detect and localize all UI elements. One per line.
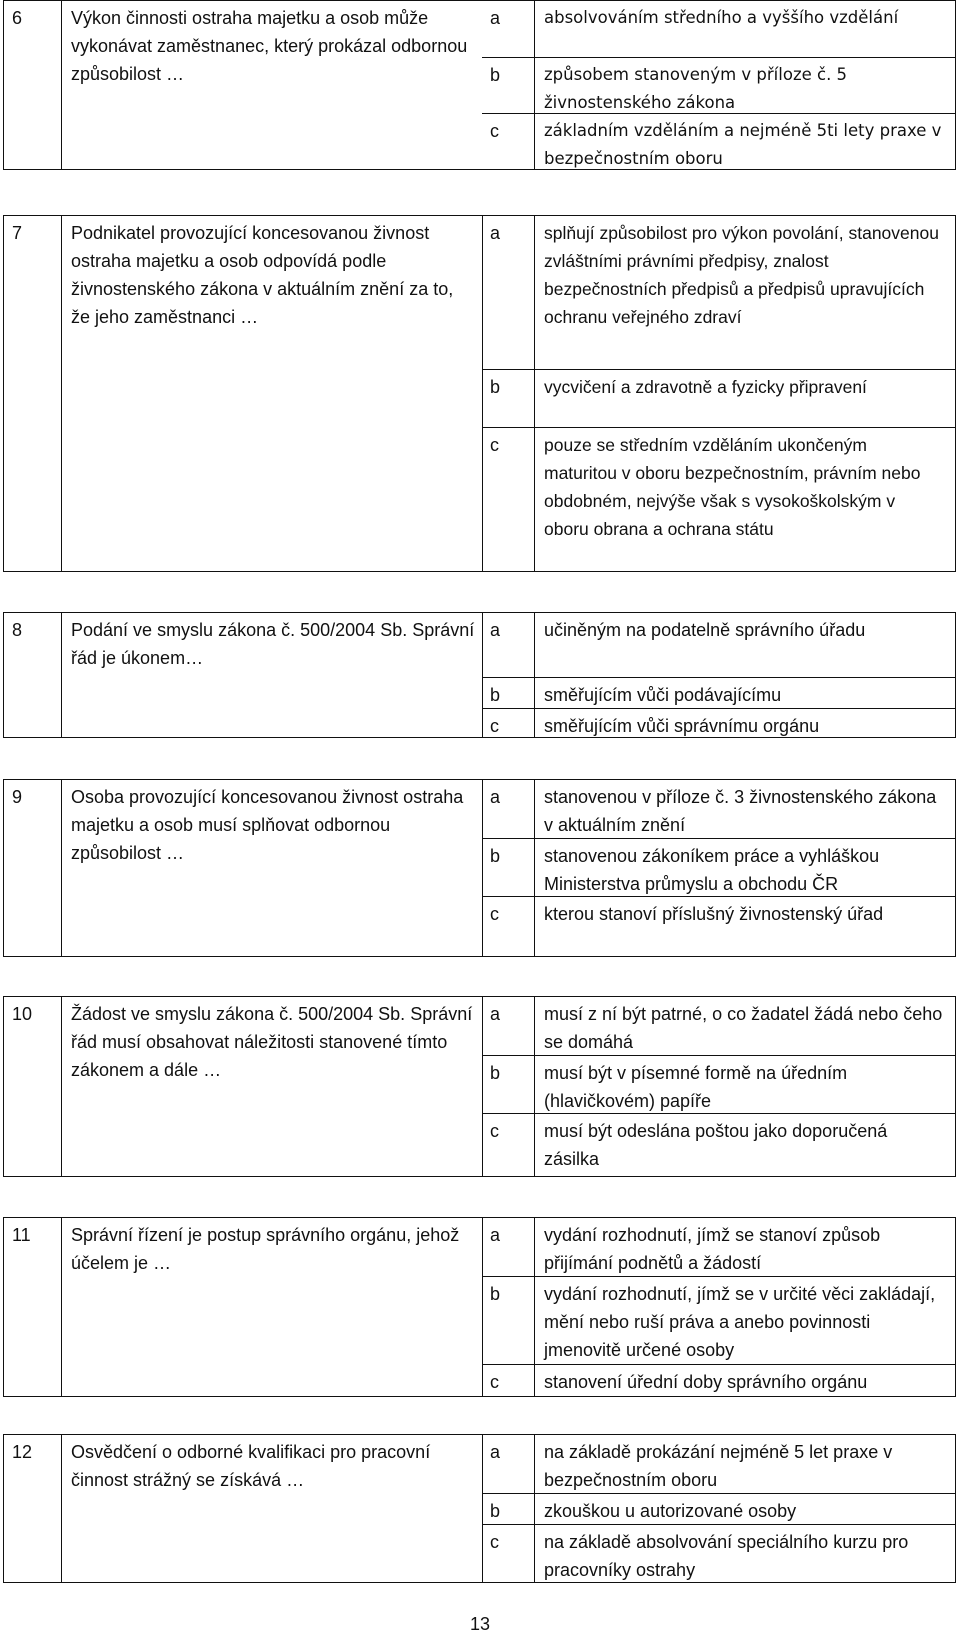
- option-c: [482, 113, 955, 169]
- option-text: na základě prokázání nejméně 5 let praxe v bezpečnostním oboru: [544, 1442, 893, 1490]
- option-text: základním vzděláním a nejméně 5ti lety praxe v bezpečnostním oboru: [544, 121, 942, 168]
- question-7: [3, 215, 956, 572]
- column-divider: [61, 997, 62, 1176]
- option-text: směřujícím vůči správnímu orgánu: [544, 716, 820, 736]
- question-text: Podnikatel provozující koncesovanou živnost ostraha majetku a osob odpovídá podle živnostenského zákona v aktuálním znění za to, že jeho zaměstnanci …: [71, 223, 454, 327]
- question-number: 8: [12, 620, 23, 640]
- option-letter: b: [490, 1063, 501, 1083]
- option-a: [482, 1218, 955, 1276]
- option-text: směřujícím vůči podávajícímu: [544, 685, 782, 705]
- option-text: stanovenou zákoníkem práce a vyhláškou Ministerstva průmyslu a obchodu ČR: [544, 846, 880, 894]
- option-text: kterou stanoví příslušný živnostenský úřad: [544, 904, 884, 924]
- question-number: 6: [12, 8, 23, 28]
- question-number: 9: [12, 787, 23, 807]
- option-letter: a: [490, 1442, 501, 1462]
- option-a: [482, 1435, 955, 1493]
- question-text: Osvědčení o odborné kvalifikaci pro pracovní činnost strážný se získává …: [71, 1442, 431, 1490]
- option-letter: a: [490, 8, 501, 28]
- option-b: [482, 57, 955, 113]
- question-text: Výkon činnosti ostraha majetku a osob může vykonávat zaměstnanec, který prokázal odbornou způsobilost …: [71, 8, 468, 84]
- option-c: [482, 427, 955, 571]
- option-letter: c: [490, 121, 499, 141]
- column-divider: [61, 613, 62, 737]
- option-c: [482, 1113, 955, 1176]
- question-9: [3, 779, 956, 957]
- question-6: [3, 0, 956, 170]
- option-letter: c: [490, 435, 499, 455]
- question-text: Správní řízení je postup správního orgánu, jehož účelem je …: [71, 1225, 460, 1273]
- option-c: [482, 1524, 955, 1582]
- option-letter: a: [490, 620, 501, 640]
- option-letter: b: [490, 1501, 501, 1521]
- column-divider: [61, 780, 62, 956]
- option-text: na základě absolvování speciálního kurzu pro pracovníky ostrahy: [544, 1532, 909, 1580]
- question-number: 12: [12, 1442, 33, 1462]
- question-12: [3, 1434, 956, 1583]
- option-letter: c: [490, 904, 499, 924]
- option-text: stanovení úřední doby správního orgánu: [544, 1372, 868, 1392]
- option-text: splňují způsobilost pro výkon povolání, stanovenou zvláštními právními předpisy, znalost bezpečnostních předpisů a předpisů upravujících ochranu veřejného zdraví: [544, 223, 939, 327]
- column-divider: [61, 1435, 62, 1582]
- option-b: [482, 1055, 955, 1113]
- option-text: vycvičení a zdravotně a fyzicky připravení: [544, 377, 867, 397]
- question-8: [3, 612, 956, 738]
- option-text: učiněným na podatelně správního úřadu: [544, 620, 866, 640]
- option-letter: c: [490, 1121, 499, 1141]
- option-b: [482, 1493, 955, 1524]
- option-text: musí být v písemné formě na úředním (hlavičkovém) papíře: [544, 1063, 848, 1111]
- option-letter: a: [490, 223, 501, 243]
- option-letter: a: [490, 1225, 501, 1245]
- page-number: 13: [469, 1614, 491, 1634]
- option-a: [482, 997, 955, 1055]
- option-letter: a: [490, 787, 501, 807]
- column-divider: [61, 1, 62, 169]
- option-letter: b: [490, 846, 501, 866]
- option-text: stanovenou v příloze č. 3 živnostenského zákona v aktuálním znění: [544, 787, 937, 835]
- option-letter: c: [490, 1372, 499, 1392]
- option-b: [482, 1276, 955, 1364]
- option-c: [482, 1364, 955, 1396]
- option-text: způsobem stanoveným v příloze č. 5 živnostenského zákona: [544, 65, 848, 112]
- option-text: zkouškou u autorizované osoby: [544, 1501, 797, 1521]
- option-a: [482, 216, 955, 369]
- question-10: [3, 996, 956, 1177]
- option-a: [482, 613, 955, 677]
- option-text: pouze se středním vzděláním ukončeným maturitou v oboru bezpečnostním, právním nebo obdobném, nejvýše však s vysokoškolským v oboru obrana a ochrana státu: [544, 435, 921, 539]
- question-text: Podání ve smyslu zákona č. 500/2004 Sb. Správní řád je úkonem…: [71, 620, 475, 668]
- question-text: Osoba provozující koncesovanou živnost ostraha majetku a osob musí splňovat odbornou způsobilost …: [71, 787, 464, 863]
- option-letter: c: [490, 716, 499, 736]
- question-number: 11: [12, 1225, 31, 1245]
- question-11: [3, 1217, 956, 1397]
- option-letter: b: [490, 377, 501, 397]
- column-divider: [61, 216, 62, 571]
- option-text: musí být odeslána poštou jako doporučená zásilka: [544, 1121, 888, 1169]
- column-divider: [61, 1218, 62, 1396]
- question-number: 7: [12, 223, 23, 243]
- option-text: vydání rozhodnutí, jímž se stanoví způsob přijímání podnětů a žádostí: [544, 1225, 881, 1273]
- option-text: vydání rozhodnutí, jímž se v určité věci zakládají, mění nebo ruší práva a anebo povinnosti jmenovitě určené osoby: [544, 1284, 936, 1360]
- option-a: [482, 1, 955, 57]
- option-b: [482, 838, 955, 896]
- option-letter: c: [490, 1532, 499, 1552]
- question-number: 10: [12, 1004, 33, 1024]
- option-b: [482, 369, 955, 427]
- option-c: [482, 896, 955, 956]
- option-c: [482, 708, 955, 737]
- option-a: [482, 780, 955, 838]
- option-text: musí z ní být patrné, o co žadatel žádá nebo čeho se domáhá: [544, 1004, 943, 1052]
- option-letter: b: [490, 685, 501, 705]
- option-b: [482, 677, 955, 708]
- option-letter: b: [490, 1284, 501, 1304]
- question-text: Žádost ve smyslu zákona č. 500/2004 Sb. Správní řád musí obsahovat náležitosti stanovené tímto zákonem a dále …: [71, 1004, 473, 1080]
- option-text: absolvováním středního a vyššího vzdělání: [544, 8, 899, 27]
- option-letter: a: [490, 1004, 501, 1024]
- option-letter: b: [490, 65, 501, 85]
